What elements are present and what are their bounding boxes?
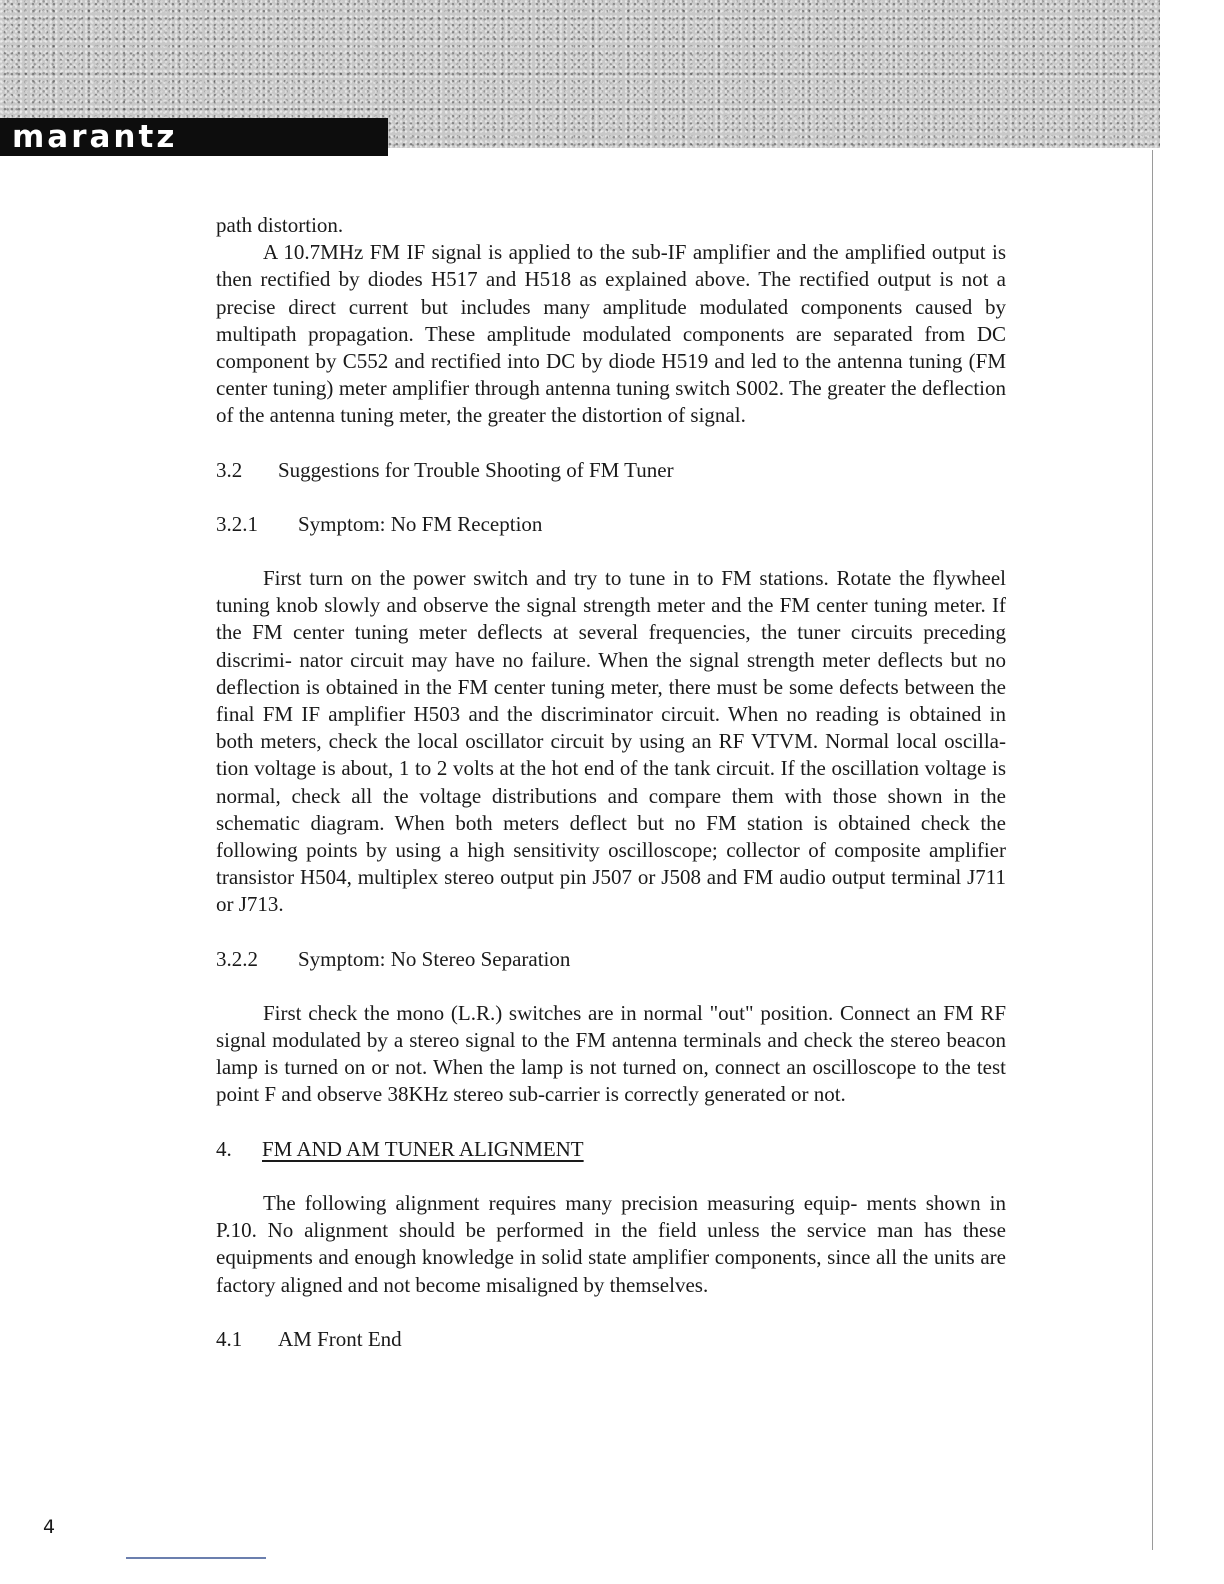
section-4-1-heading [216,1326,1006,1353]
section-number: 3.2.1 [216,511,258,536]
section-3-2-1-body: First turn on the power switch and try to tune in to FM stations. Rotate the flywheel tuning knob slowly and observe the signal strength meter and the FM center tuning meter. If the FM center tuning meter deflects at several frequencies, the tuner circuits preceding discrimi- nator circuit may have no failure. When the signal strength meter deflects but no deflection is obtained in the FM center tuning meter, there must be some defects between the final FM IF amplifier H503 and the discriminator circuit. When no reading is obtained in both meters, check the local oscillator circuit by using an RF VTVM. Normal local oscilla- tion voltage is about, 1 to 2 volts at the hot end of the tank circuit. If the oscillation voltage is normal, check all the voltage distributions and compare them with those shown in the schematic diagram. When both meters deflect but no FM station is obtained check the following points by using a high sensitivity oscilloscope; collector of composite amplifier transistor H504, multiplex stereo output pin J507 or J508 and FM audio output terminal J711 or J713. [216,566,1006,917]
section-title: Symptom: No FM Reception [298,511,543,536]
section-3-2-1-heading [216,511,1006,538]
section-3-2-heading [216,457,1006,484]
right-margin-rule [1152,150,1153,1550]
section-title: Suggestions for Trouble Shooting of FM Tuner [278,457,674,482]
brand-logo-text: marantz [12,118,178,155]
footer-rule [126,1557,266,1559]
intro-line: path distortion. [216,213,344,237]
section-number: 4. [216,1136,232,1161]
section-title: FM AND AM TUNER ALIGNMENT [262,1136,584,1161]
section-title: Symptom: No Stereo Separation [298,946,571,971]
section-number: 3.2 [216,457,243,482]
section-title: AM Front End [278,1326,402,1351]
section-4-heading [216,1136,1006,1163]
page-number: 4 [43,1516,56,1538]
section-3-2-2-body: First check the mono (L.R.) switches are in normal "out" position. Connect an FM RF signal modulated by a stereo signal to the FM antenna terminals and check the stereo beacon lamp is turned on or not. When the lamp is not turned on, connect an oscilloscope to the test point F and observe 38KHz stereo sub-carrier is correctly generated or not. [216,1000,1006,1107]
section-number: 4.1 [216,1326,243,1351]
section-number: 3.2.2 [216,946,258,971]
page-content [216,212,1006,1353]
section-4-body: The following alignment requires many precision measuring equip- ments shown in P.10. No alignment should be performed in the field unless the service man has these equipments and enough knowledge in solid state amplifier components, since all the units are factory aligned and not become misaligned by themselves. [216,1190,1006,1297]
brand-logo [0,118,388,156]
intro-paragraph: A 10.7MHz FM IF signal is applied to the sub-IF amplifier and the amplified output is then rectified by diodes H517 and H518 as explained above. The rectified output is not a precise direct current but includes many amplitude modulated components caused by multipath propagation. These amplitude modulated components are separated from DC component by C552 and rectified into DC by diode H519 and led to the antenna tuning (FM center tuning) meter amplifier through antenna tuning switch S002. The greater the deflection of the antenna tuning meter, the greater the distortion of signal. [216,240,1006,428]
section-3-2-2-heading [216,946,1006,973]
